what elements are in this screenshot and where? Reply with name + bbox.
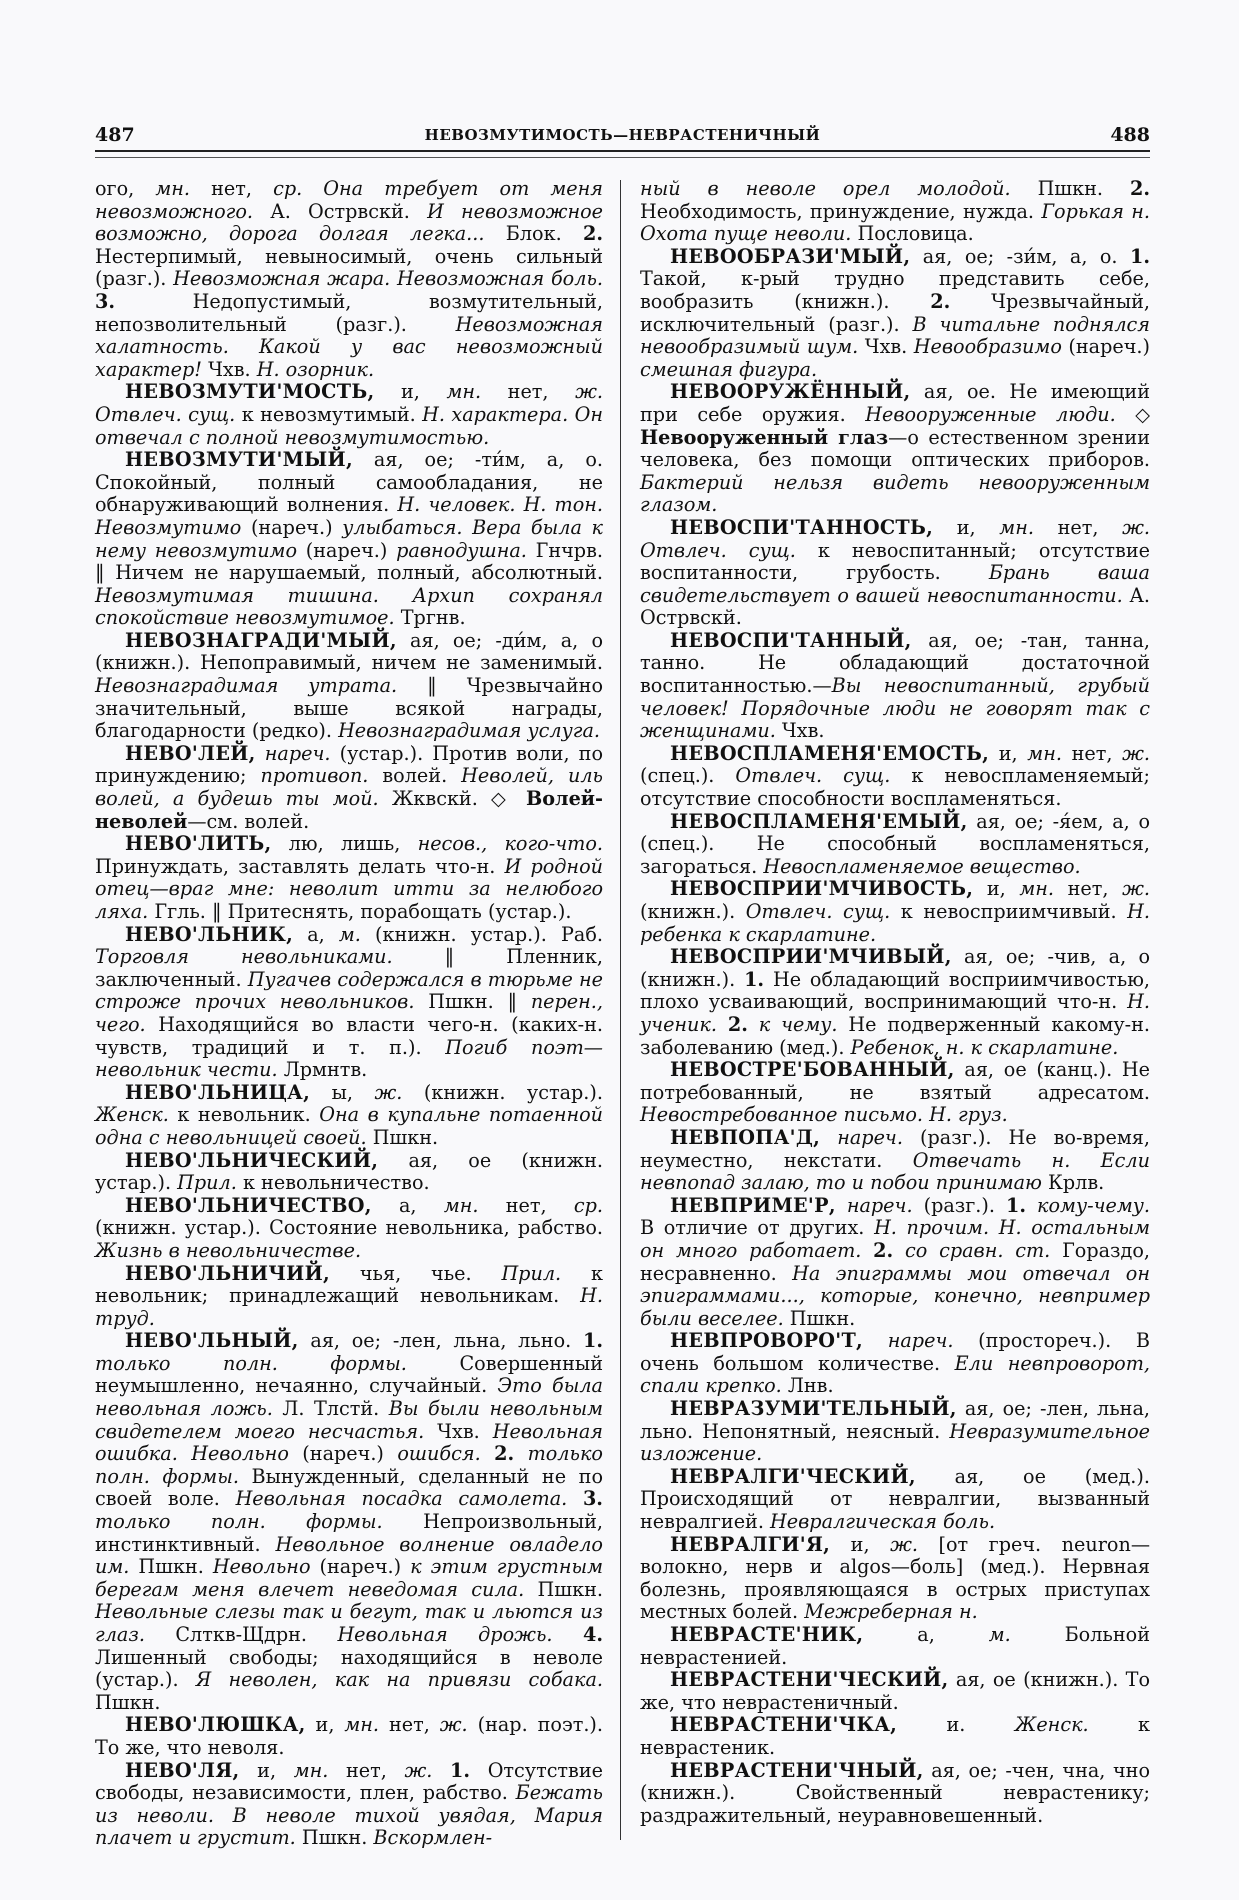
dictionary-entry: [640, 246, 1150, 382]
column-divider: [620, 180, 621, 1840]
entry-headword: НЕВОСПЛАМЕНЯ'ЕМЫЙ,: [670, 809, 968, 833]
entry-definition: и, мн. нет, ж. 1. Отсутствие свободы, независимости, плен, рабство. Бежать из неволи. В неволе тихой увядая, Мария плачет и грустит. Пшкн. Вскормлен-: [95, 1758, 603, 1850]
entry-headword: НЕВО'ЛЬНЫЙ,: [125, 1329, 299, 1353]
dictionary-entry: [95, 743, 603, 833]
entry-definition: и, мн. нет, ж. Отвлеч. сущ. к невозмутимый. Н. характера. Он отвечал с полной невозмутимостью.: [95, 380, 604, 449]
entry-headword: НЕВО'ЛЬНИЧИЙ,: [125, 1261, 330, 1285]
entry-definition: ы, ж. (книжн. устар.). Женск. к невольник. Она в купальне потаенной одна с невольницей своей. Пшкн.: [95, 1080, 604, 1149]
dictionary-entry: [95, 1150, 603, 1195]
dictionary-entry: [640, 1760, 1150, 1828]
dictionary-entry: [640, 878, 1150, 946]
dictionary-entry: [640, 1195, 1150, 1331]
entry-definition: ая, ое; -лен, льна, льно. 1. только полн. формы. Совершенный неумышленно, нечаянно, случайный. Это была невольная ложь. Л. Тлстй. Вы были невольным свидетелем моего несчастья. Чхв. Невольная ошибка. Невольно (нареч.) ошибся. 2. только полн. формы. Вынужденный, сделанный не по своей воле. Невольная посадка самолета. 3. только полн. формы. Непроизвольный, инстинктивный. Невольное волнение овладело им. Пшкн. Невольно (нареч.) к этим грустным берегам меня влечет неведомая сила. Пшкн. Невольные слезы так и бегут, так и льются из глаз. Слткв-Щдрн. Невольная дрожь. 4. Лишенный свободы; находящийся в неволе (устар.). Я неволен, как на привязи собака. Пшкн.: [95, 1329, 604, 1714]
entry-definition: ный в неволе орел молодой. Пшкн. 2. Необходимость, принуждение, нужда. Горькая н. Охота пуще неволи. Пословица.: [640, 177, 1150, 246]
dictionary-entry: [95, 630, 603, 743]
entry-headword: НЕВОСПЛАМЕНЯ'ЕМОСТЬ,: [670, 741, 990, 765]
page-header: [95, 124, 1150, 148]
entry-definition: ая, ое (канц.). Не потребованный, не взятый адресатом. Невостребованное письмо. Н. груз.: [640, 1058, 1150, 1127]
header-double-rule: [95, 150, 1150, 158]
entry-definition: ая, ое. Не имеющий при себе оружия. Невооруженные люди. ◇ Невооруженный глаз—о естественном зрении человека, без помощи оптических приборов. Бактерий нельзя видеть невооруженным глазом.: [640, 380, 1151, 517]
entry-headword: НЕВОЗМУТИ'МЫЙ,: [125, 448, 353, 472]
dictionary-entry: [95, 924, 603, 1082]
entry-headword: НЕВРАСТЕ'НИК,: [670, 1623, 864, 1646]
entry-definition: нареч. (разг.). 1. кому-чему. В отличие от других. Н. прочим. Н. остальным он много работает. 2. со сравн. ст. Гораздо, несравненно. На эпиграммы мои отвечал он эпиграммами..., которые, конечно, невпример были веселее. Пшкн.: [640, 1193, 1151, 1330]
entry-definition: ая, ое; -тан, танна, танно. Не обладающий достаточной воспитанностью.—Вы невоспитанный, грубый человек! Порядочные люди не говорят так с женщинами. Чхв.: [640, 628, 1150, 743]
dictionary-entry: [95, 1760, 603, 1850]
entry-definition: и, ж. [от греч. neuron—волокно, нерв и algos—боль] (мед.). Нервная болезнь, проявляющаяся в острых приступах местных болей. Межреберная н.: [640, 1532, 1151, 1624]
entry-headword: НЕВО'ЛЮШКА,: [125, 1713, 306, 1737]
entry-headword: НЕВПРИМЕ'Р,: [670, 1193, 836, 1217]
entry-headword: НЕВРАЗУМИ'ТЕЛЬНЫЙ,: [670, 1397, 957, 1421]
entry-definition: и, мн. нет, ж. (книжн.). Отвлеч. сущ. к невосприимчивый. Н. ребенка к скарлатине.: [640, 877, 1151, 946]
entry-definition: и, мн. нет, ж. (нар. поэт.). То же, что неволя.: [95, 1713, 604, 1759]
dictionary-entry: [95, 1263, 603, 1331]
entry-definition: ая, ое; -чив, а, о (книжн.). 1. Не обладающий восприимчивостью, плохо усваивающий, воспринимающий что-н. Н. ученик. 2. к чему. Не подверженный какому-н. заболеванию (мед.). Ребенок, н. к скарлатине.: [640, 945, 1151, 1059]
page-number-right: 488: [1110, 124, 1150, 146]
entry-definition: и, мн. нет, ж. Отвлеч. сущ. к невоспитанный; отсутствие воспитанности, грубость. Брань ваша свидетельствует о вашей невоспитанности. А. Острвскй.: [640, 515, 1151, 630]
dictionary-entry: [640, 517, 1150, 630]
dictionary-entry: [95, 449, 603, 630]
entry-definition: и, мн. нет, ж. (спец.). Отвлеч. сущ. к невоспламеняемый; отсутствие способности воспламеняться.: [640, 741, 1150, 811]
entry-headword: НЕВООРУЖЁННЫЙ,: [670, 380, 911, 404]
entry-definition: ая, ое (книжн. устар.). Прил. к невольничество.: [95, 1148, 603, 1195]
dictionary-entry: [640, 946, 1150, 1059]
dictionary-entry: [640, 743, 1150, 811]
dictionary-entry: [640, 1330, 1150, 1398]
entry-definition: ая, ое (мед.). Происходящий от невралгии, вызванный невралгией. Невралгическая боль.: [640, 1464, 1150, 1534]
entry-headword: НЕВО'ЛЬНИЦА,: [125, 1080, 311, 1104]
right-column: [640, 178, 1150, 1827]
entry-definition: ая, ое; -ди́м, а, о (книжн.). Непоправимый, ничем не заменимый. Невознаградимая утрата. ‖ Чрезвычайно значительный, выше всякой награды, благодарности (редко). Невознаградимая услуга.: [95, 628, 603, 743]
entry-headword: НЕВО'ЛЕЙ,: [125, 741, 256, 765]
dictionary-entry: [640, 811, 1150, 879]
dictionary-entry: [95, 1714, 603, 1759]
entry-definition: нареч. (устар.). Против воли, по принуждению; противоп. волей. Неволей, иль волей, а будешь ты мой. Жквскй. ◇ Волей-неволей—см. волей.: [95, 741, 603, 833]
dictionary-entry: [640, 1669, 1150, 1714]
entry-definition: ая, ое; -я́ем, а, о (спец.). Не способный воспламеняться, загораться. Невоспламеняемое вещество.: [640, 809, 1150, 878]
entry-headword: НЕВО'ЛЬНИЧЕСТВО,: [125, 1193, 372, 1217]
entry-definition: а, мн. нет, ср. (книжн. устар.). Состояние невольника, рабство. Жизнь в невольничестве.: [95, 1193, 603, 1262]
entry-headword: НЕВПРОВОРО'Т,: [670, 1329, 864, 1353]
entry-definition: чья, чье. Прил. к невольник; принадлежащий невольникам. Н. труд.: [95, 1261, 603, 1330]
dictionary-entry: [640, 1714, 1150, 1759]
entry-definition: и. Женск. к неврастеник.: [640, 1713, 1150, 1759]
dictionary-entry: [95, 833, 603, 923]
dictionary-entry: [640, 630, 1150, 743]
entry-headword: НЕВОСПРИИ'МЧИВЫЙ,: [670, 945, 952, 969]
entry-definition: нареч. (разг.). Не во-время, неуместно, некстати. Отвечать н. Если невпопад залаю, то и побои принимаю Крлв.: [640, 1125, 1151, 1195]
dictionary-entry: [640, 381, 1150, 517]
entry-definition: нареч. (простореч.). В очень большом количестве. Ели невпроворот, спали крепко. Лнв.: [640, 1329, 1150, 1398]
entry-definition: ая, ое; -чен, чна, чно (книжн.). Свойственный неврастенику; раздражительный, неуравновешенный.: [640, 1758, 1150, 1827]
entry-headword: НЕВОЗМУТИ'МОСТЬ,: [125, 380, 375, 404]
entry-headword: НЕВО'ЛЬНИК,: [125, 922, 294, 946]
page-number-left: 487: [95, 124, 135, 146]
left-column: [95, 178, 603, 1850]
entry-definition: а, м. (книжн. устар.). Раб. Торговля невольниками. ‖ Пленник, заключенный. Пугачев содержался в тюрьме не строже прочих невольников. Пшкн. ‖ перен., чего. Находящийся во власти чего-н. (каких-н. чувств, традиций и т. п.). Погиб поэт—невольник чести. Лрмнтв.: [95, 922, 604, 1082]
entry-headword: НЕВО'ЛЯ,: [125, 1758, 240, 1782]
entry-headword: НЕВООБРАЗИ'МЫЙ,: [670, 244, 911, 268]
entry-definition: а, м. Больной неврастенией.: [640, 1623, 1150, 1669]
entry-headword: НЕВОСПИ'ТАННЫЙ,: [670, 628, 912, 652]
dictionary-entry: [95, 381, 603, 449]
entry-headword: НЕВО'ЛЬНИЧЕСКИЙ,: [125, 1148, 379, 1172]
entry-definition: ого, мн. нет, ср. Она требует от меня невозможного. А. Острвскй. И невозможное возможно, дорога долгая легка... Блок. 2. Нестерпимый, невыносимый, очень сильный (разг.). Невозможная жара. Невозможная боль. 3. Недопустимый, возмутительный, непозволительный (разг.). Невозможная халатность. Какой у вас невозможный характер! Чхв. Н. озорник.: [95, 177, 603, 381]
dictionary-entry: [640, 1624, 1150, 1669]
entry-headword: НЕВРАЛГИ'ЧЕСКИЙ,: [670, 1464, 916, 1488]
entry-definition: ая, ое; -лен, льна, льно. Непонятный, неясный. Невразумительное изложение.: [640, 1397, 1150, 1466]
entry-headword: НЕВОСТРЕ'БОВАННЫЙ,: [670, 1058, 955, 1082]
dictionary-entry: [95, 1330, 603, 1714]
running-title: НЕВОЗМУТИМОСТЬ—НЕВРАСТЕНИЧНЫЙ: [424, 126, 821, 144]
entry-definition: ая, ое; -ти́м, а, о. Спокойный, полный самообладания, не обнаруживающий волнения. Н. человек. Н. тон. Невозмутимо (нареч.) улыбаться. Вера была к нему невозмутимо (нареч.) равнодушна. Гнчрв. ‖ Ничем не нарушаемый, полный, абсолютный. Невозмутимая тишина. Архип сохранял спокойствие невозмутимое. Тргнв.: [95, 448, 603, 630]
dictionary-entry: [95, 1195, 603, 1263]
entry-headword: НЕВОЗНАГРАДИ'МЫЙ,: [125, 628, 397, 652]
entry-definition: ая, ое (книжн.). То же, что неврастеничный.: [640, 1668, 1150, 1714]
dictionary-entry: [640, 1398, 1150, 1466]
entry-headword: НЕВОСПИ'ТАННОСТЬ,: [670, 515, 934, 539]
entry-definition: ая, ое; -зи́м, а, о. 1. Такой, к-рый трудно представить себе, вообразить (книжн.). 2. Чрезвычайный, исключительный (разг.). В читальне поднялся невообразимый шум. Чхв. Невообразимо (нареч.) смешная фигура.: [640, 244, 1151, 381]
dictionary-entry: [95, 1082, 603, 1150]
dictionary-entry: [640, 178, 1150, 246]
entry-headword: НЕВОСПРИИ'МЧИВОСТЬ,: [670, 877, 974, 901]
dictionary-entry: [95, 178, 603, 381]
entry-headword: НЕВРАЛГИ'Я,: [670, 1532, 831, 1556]
dictionary-entry: [640, 1059, 1150, 1127]
entry-definition: лю, лишь, несов., кого-что. Принуждать, заставлять делать что-н. И родной отец—враг мне: неволит итти за нелюбого ляха. Ггль. ‖ Притеснять, порабощать (устар.).: [95, 832, 603, 923]
dictionary-entry: [640, 1466, 1150, 1534]
entry-headword: НЕВРАСТЕНИ'ЧНЫЙ,: [670, 1758, 924, 1782]
entry-headword: НЕВО'ЛИТЬ,: [125, 832, 272, 856]
entry-headword: НЕВРАСТЕНИ'ЧЕСКИЙ,: [670, 1668, 949, 1692]
entry-headword: НЕВРАСТЕНИ'ЧКА,: [670, 1713, 898, 1737]
dictionary-entry: [640, 1534, 1150, 1624]
entry-headword: НЕВПОПА'Д,: [670, 1125, 821, 1149]
dictionary-entry: [640, 1127, 1150, 1195]
